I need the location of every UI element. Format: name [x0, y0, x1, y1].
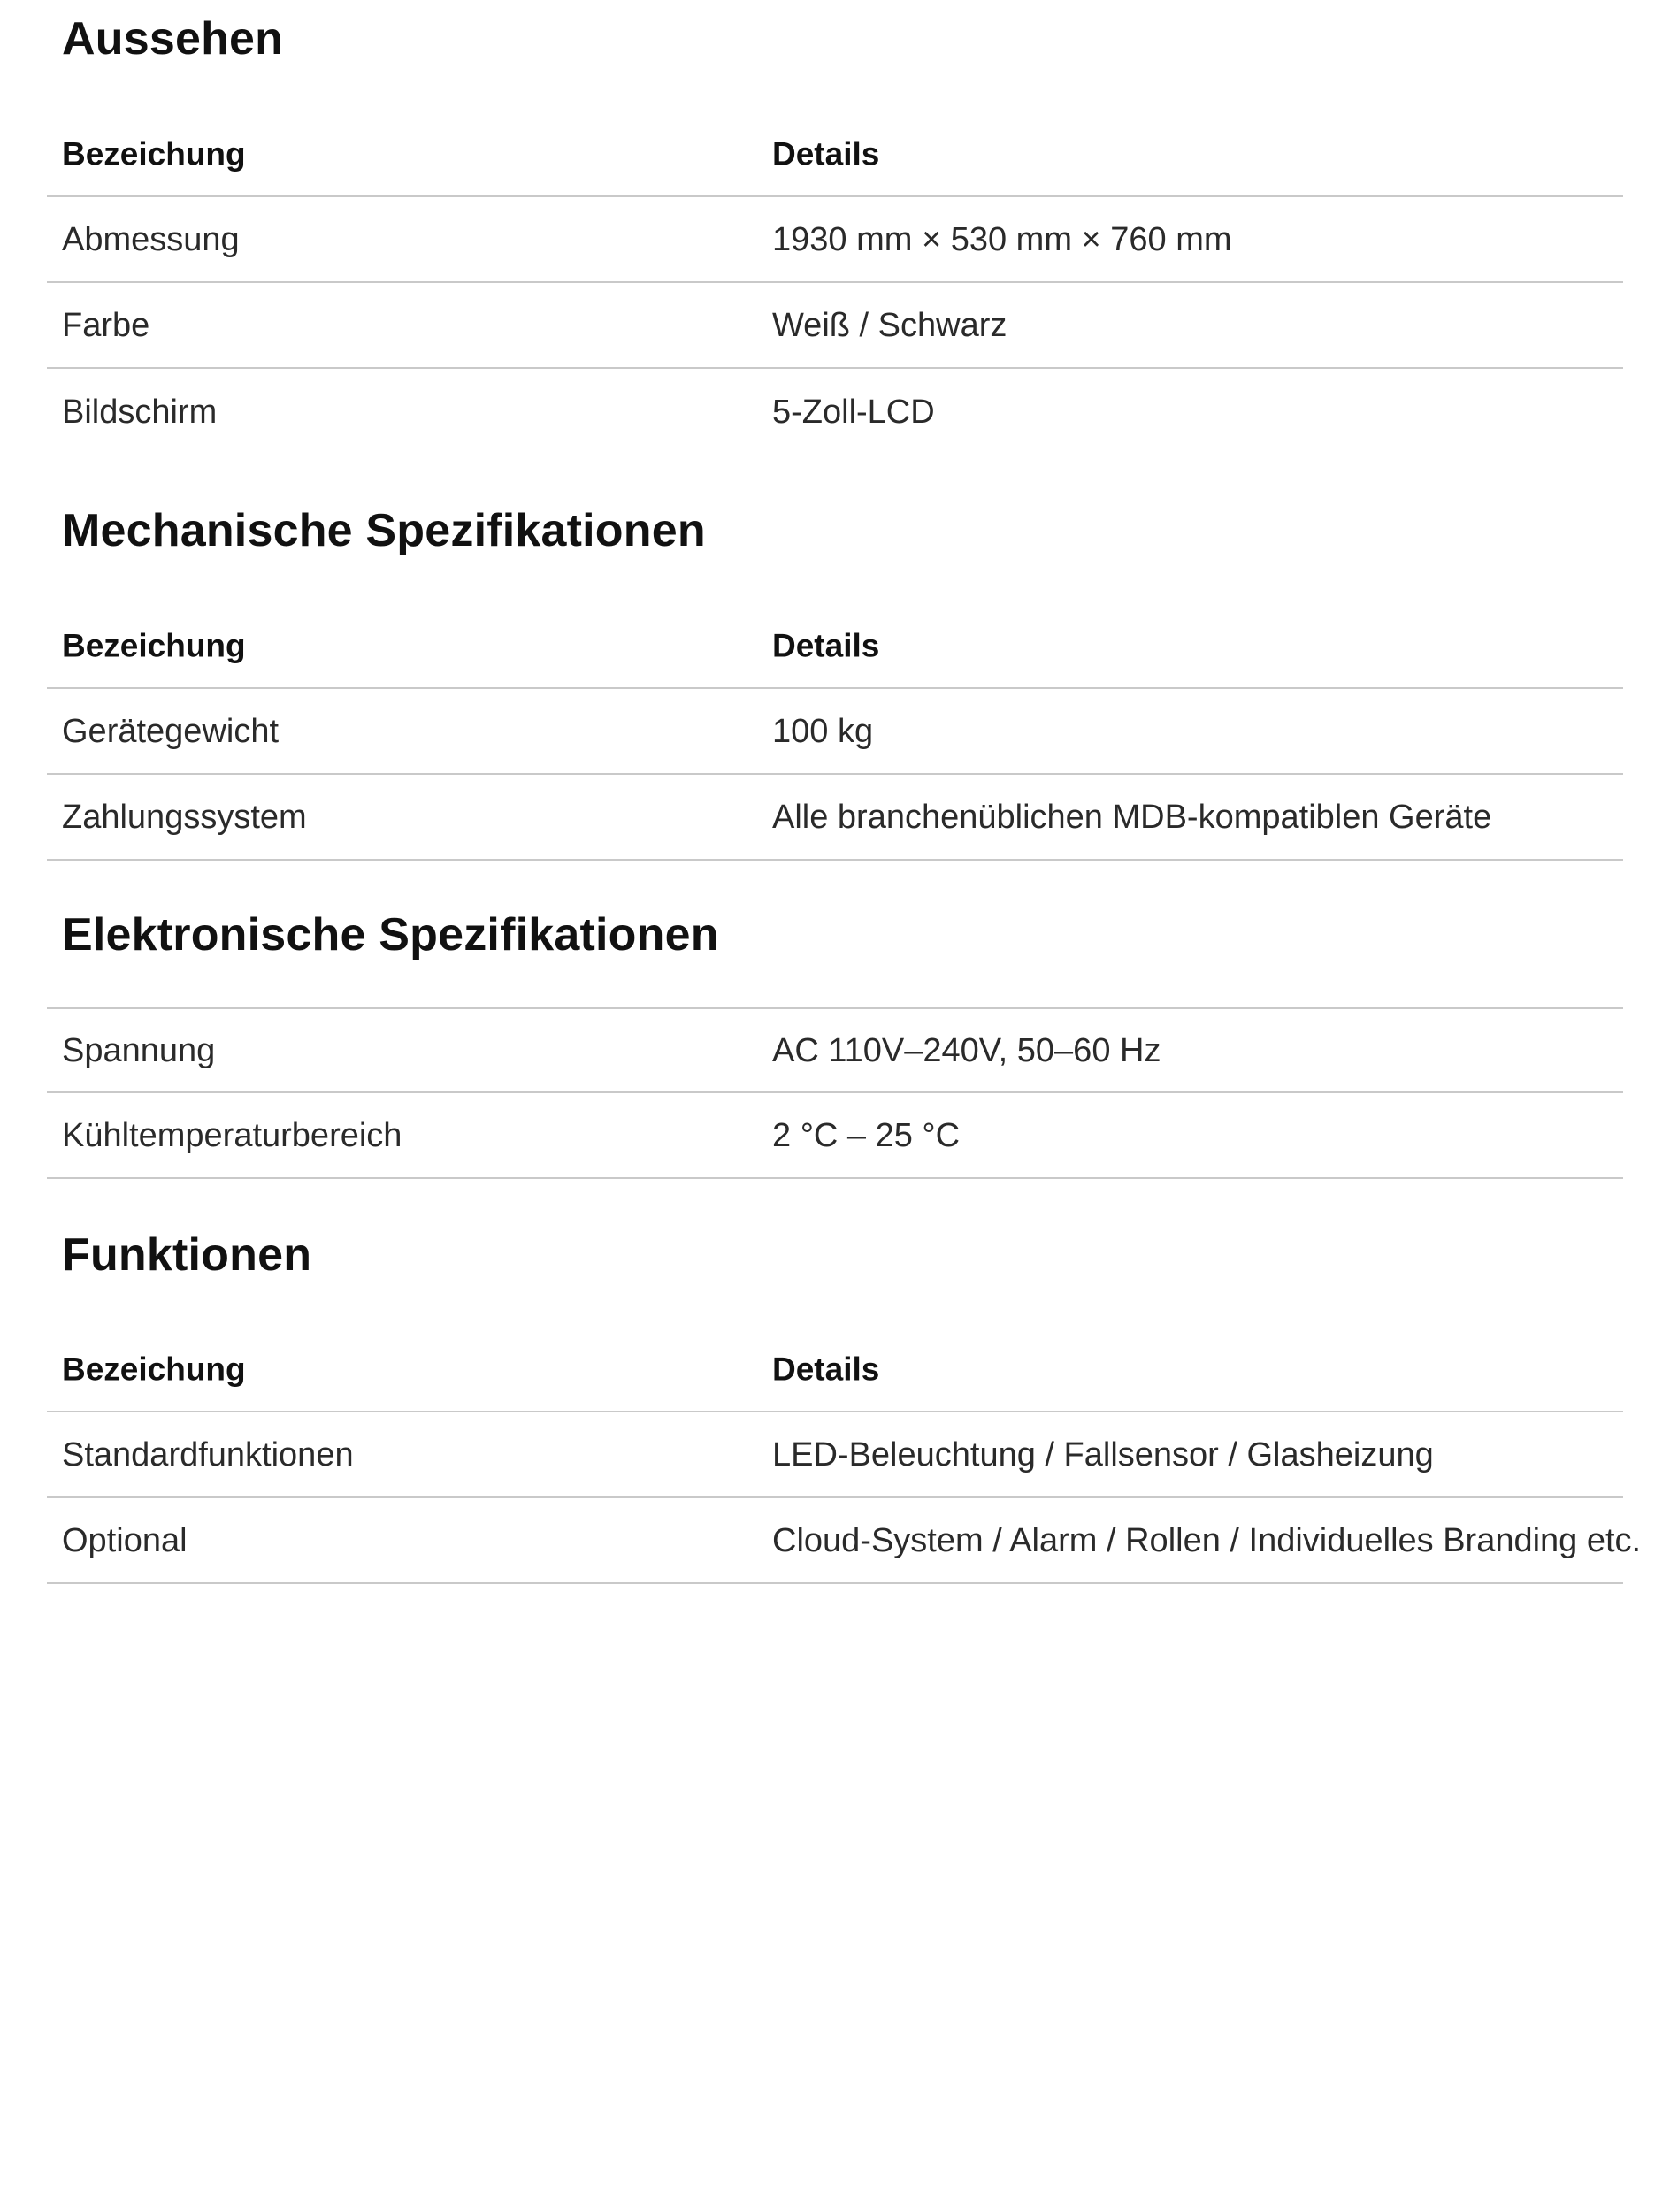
table-row	[47, 283, 1623, 369]
row-label: Spannung	[62, 1031, 216, 1069]
row-value: 100 kg	[772, 712, 874, 750]
row-value: 1930 mm × 530 mm × 760 mm	[772, 220, 1232, 258]
row-value: LED-Beleuchtung / Fallsensor / Glasheizung	[772, 1435, 1434, 1473]
table-row	[47, 369, 1623, 455]
table-row	[47, 1093, 1623, 1179]
table-mechanische-spezifikationen	[47, 603, 1623, 861]
header-bezeichung: Bezeichung	[62, 627, 246, 663]
table-header-row	[47, 603, 1623, 689]
row-value: Cloud-System / Alarm / Rollen / Individuelles Branding etc.	[772, 1521, 1642, 1559]
header-bezeichung: Bezeichung	[62, 1351, 246, 1387]
section-title-funktionen: Funktionen	[62, 1229, 312, 1281]
row-value: 2 °C – 25 °C	[772, 1116, 961, 1154]
row-value: Weiß / Schwarz	[772, 306, 1007, 344]
row-value: 5-Zoll-LCD	[772, 393, 935, 431]
table-aussehen	[47, 111, 1623, 455]
row-value: AC 110V–240V, 50–60 Hz	[772, 1031, 1161, 1069]
table-row	[47, 1412, 1623, 1498]
section-title-aussehen: Aussehen	[62, 13, 284, 65]
table-row	[47, 775, 1623, 861]
header-details: Details	[772, 627, 880, 663]
table-header-row	[47, 111, 1623, 197]
section-title-elektronische-spezifikationen: Elektronische Spezifikationen	[62, 909, 719, 961]
header-details: Details	[772, 135, 880, 172]
table-row	[47, 689, 1623, 775]
section-title-mechanische-spezifikationen: Mechanische Spezifikationen	[62, 505, 706, 556]
row-label: Optional	[62, 1521, 188, 1559]
header-details: Details	[772, 1351, 880, 1387]
row-value: Alle branchenüblichen MDB-kompatiblen Geräte	[772, 798, 1492, 836]
row-label: Abmessung	[62, 220, 240, 258]
row-label: Standardfunktionen	[62, 1435, 354, 1473]
table-row	[47, 1498, 1642, 1584]
table-row	[47, 1007, 1623, 1093]
table-header-row	[47, 1327, 1623, 1412]
row-label: Gerätegewicht	[62, 712, 280, 750]
table-elektronische-spezifikationen	[47, 1007, 1623, 1179]
row-label: Bildschirm	[62, 393, 218, 431]
table-row	[47, 197, 1623, 283]
header-bezeichung: Bezeichung	[62, 135, 246, 172]
row-label: Kühltemperaturbereich	[62, 1116, 402, 1154]
row-label: Farbe	[62, 306, 150, 344]
table-funktionen	[47, 1327, 1642, 1584]
row-label: Zahlungssystem	[62, 798, 307, 836]
